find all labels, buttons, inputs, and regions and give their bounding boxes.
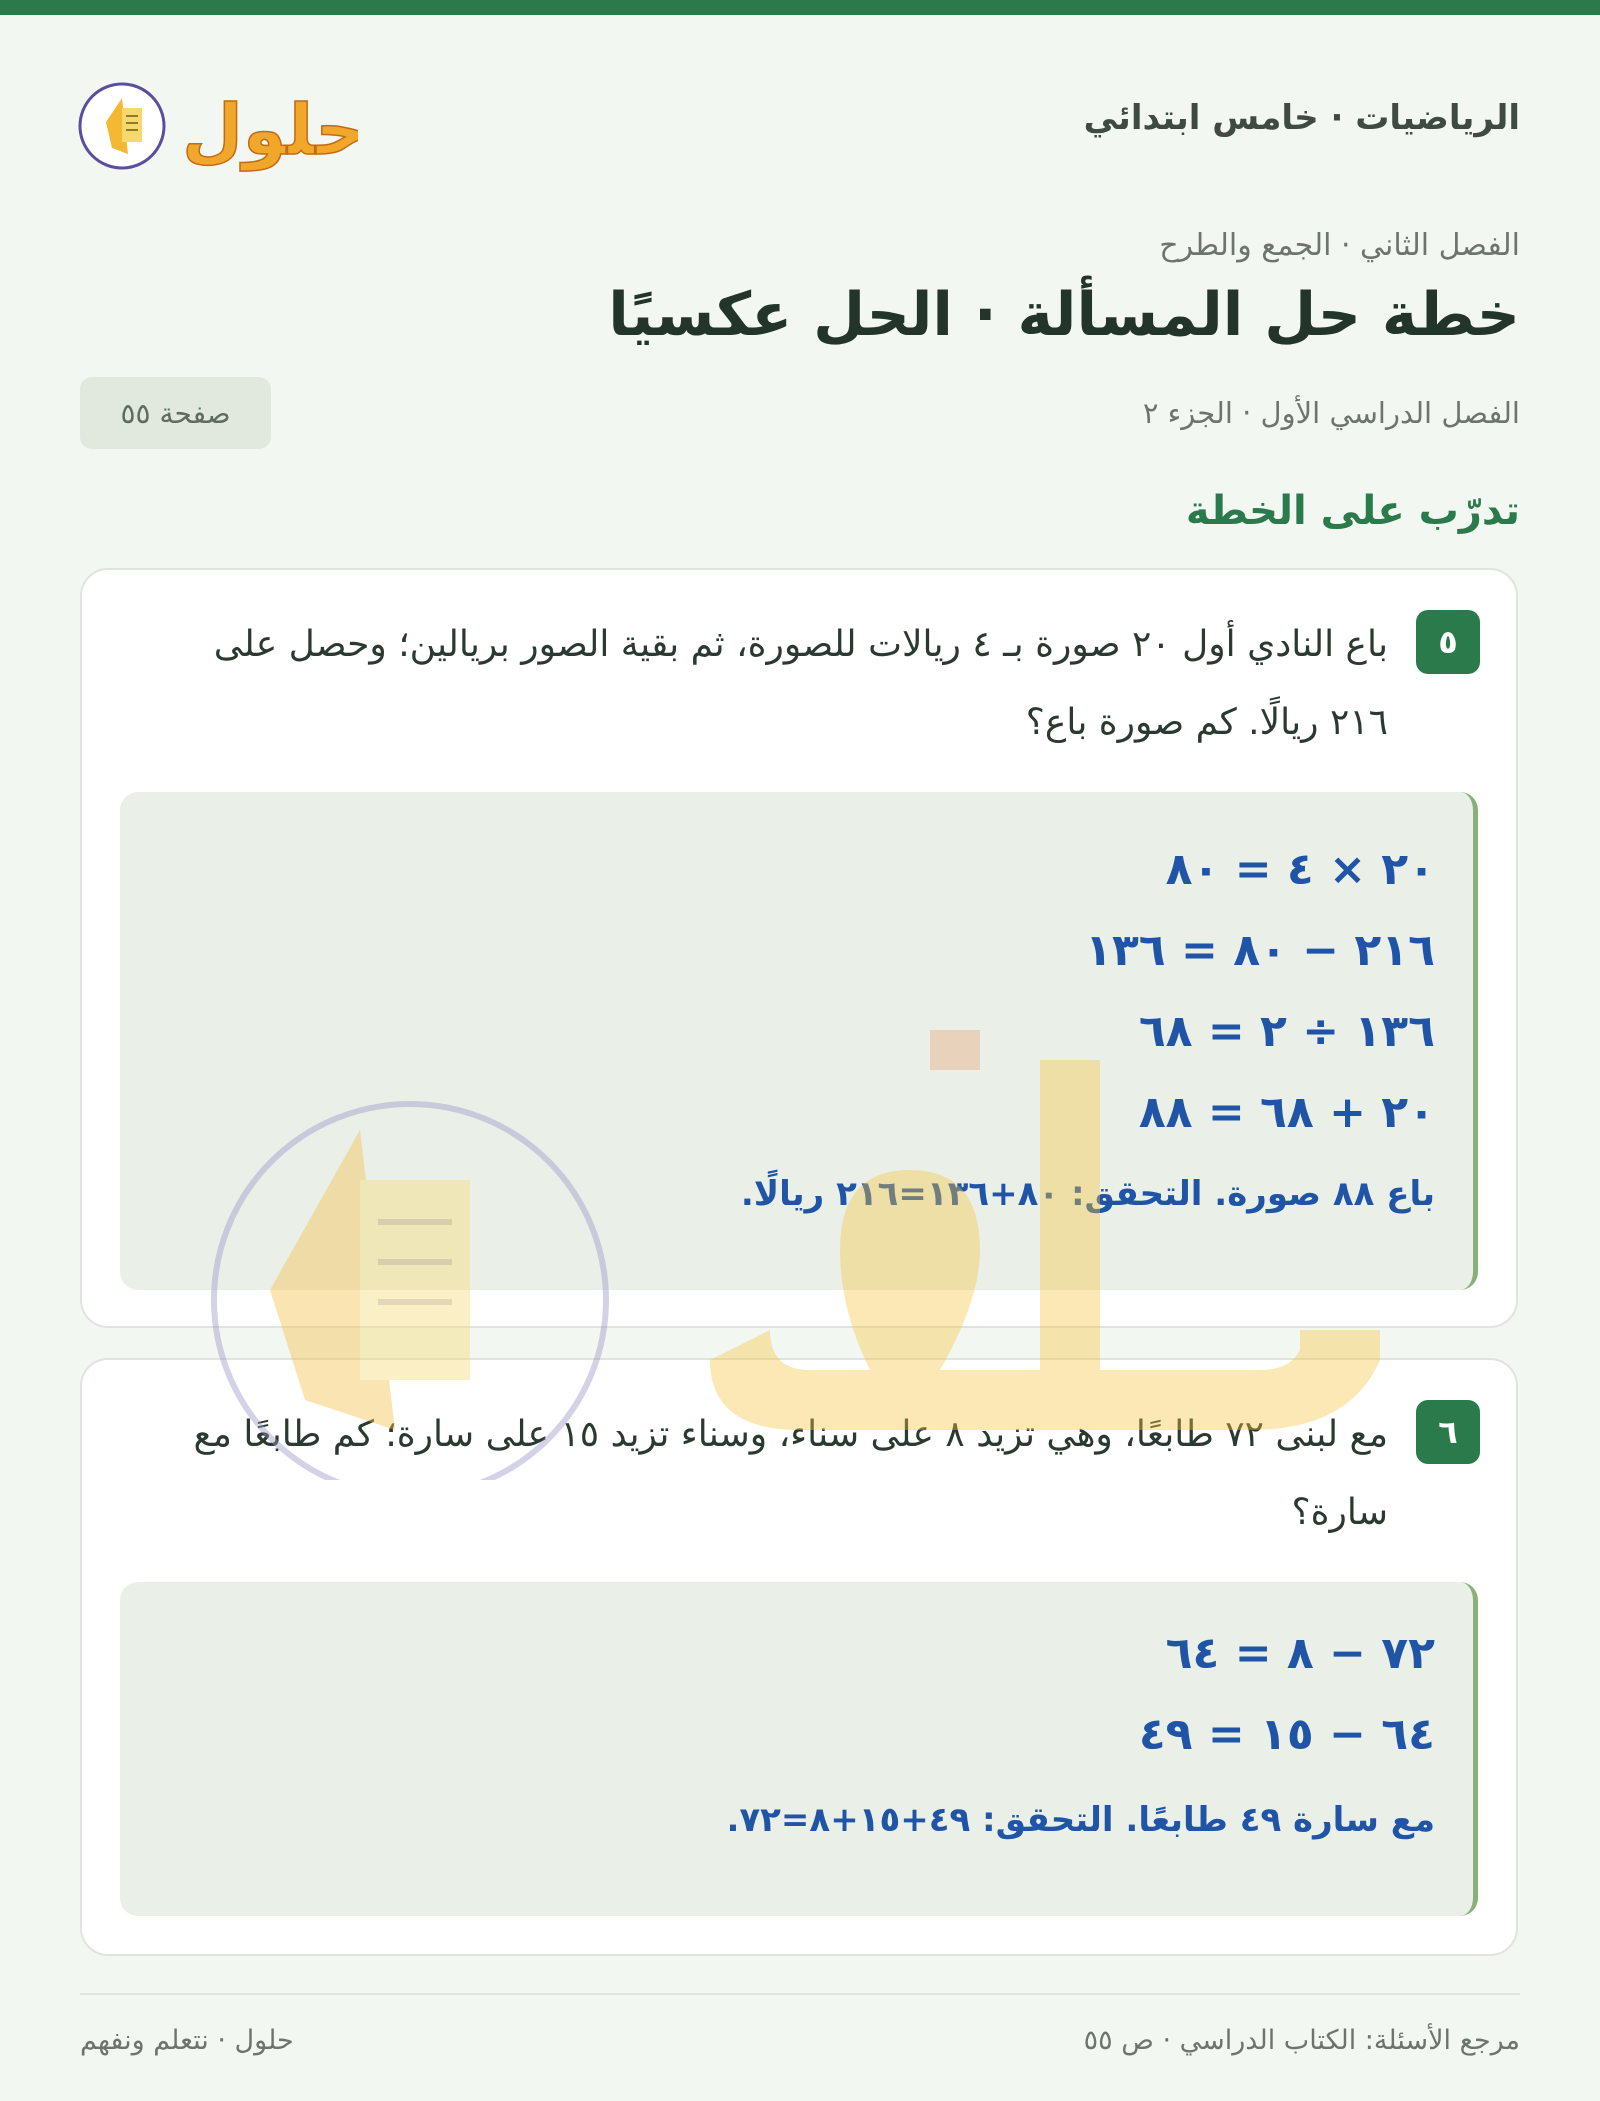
problem-question: مع لبنى ٧٢ طابعًا، وهي تزيد ٨ على سناء، وسناء تزيد ١٥ على سارة؛ كم طابعًا مع سارة؟: [193, 1414, 1388, 1533]
problem-number-badge: ٦: [1416, 1400, 1480, 1464]
page-title: خطة حل المسألة · الحل عكسيًا: [608, 280, 1520, 350]
subject-heading: الرياضيات · خامس ابتدائي: [1083, 98, 1520, 138]
solution-step: ٢٠ × ٤ = ٨٠: [1165, 844, 1435, 895]
problem-number-badge: ٥: [1416, 610, 1480, 674]
solution-step: ٧٢ − ٨ = ٦٤: [1165, 1628, 1435, 1679]
solution-step: ٢٠ + ٦٨ = ٨٨: [1138, 1087, 1435, 1138]
solution-step: ٢١٦ − ٨٠ = ١٣٦: [1085, 925, 1435, 976]
footer-source: مرجع الأسئلة: الكتاب الدراسي · ص ٥٥: [1083, 2025, 1520, 2056]
solution-step: ١٣٦ ÷ ٢ = ٦٨: [1138, 1006, 1435, 1057]
top-accent-bar: [0, 0, 1600, 15]
logo-wordmark: حلول: [182, 89, 358, 171]
term-label: الفصل الدراسي الأول · الجزء ٢: [1142, 396, 1520, 430]
solution-box: [120, 1582, 1478, 1916]
chapter-label: الفصل الثاني · الجمع والطرح: [1159, 228, 1520, 263]
hulul-logo[interactable]: [78, 62, 358, 182]
problem-card-6: [80, 1358, 1518, 1956]
footer-divider: [80, 1993, 1520, 1995]
solution-step: ٦٤ − ١٥ = ٤٩: [1138, 1709, 1435, 1760]
problem-question: باع النادي أول ٢٠ صورة بـ ٤ ريالات للصورة، ثم بقية الصور بريالين؛ وحصل على ٢١٦ ريالًا. كم صورة باع؟: [213, 624, 1388, 743]
footer-brand: حلول · نتعلم ونفهم: [80, 2025, 294, 2056]
page-number-badge: صفحة ٥٥: [80, 377, 271, 449]
section-title: تدرّب على الخطة: [1185, 488, 1520, 534]
solution-conclusion: باع ٨٨ صورة. التحقق: ٨٠+١٣٦=٢١٦ ريالًا.: [740, 1174, 1435, 1214]
logo-graphic: [78, 62, 358, 182]
solution-conclusion: مع سارة ٤٩ طابعًا. التحقق: ٤٩+١٥+٨=٧٢.: [726, 1800, 1435, 1840]
solution-box: [120, 792, 1478, 1290]
problem-card-5: [80, 568, 1518, 1328]
